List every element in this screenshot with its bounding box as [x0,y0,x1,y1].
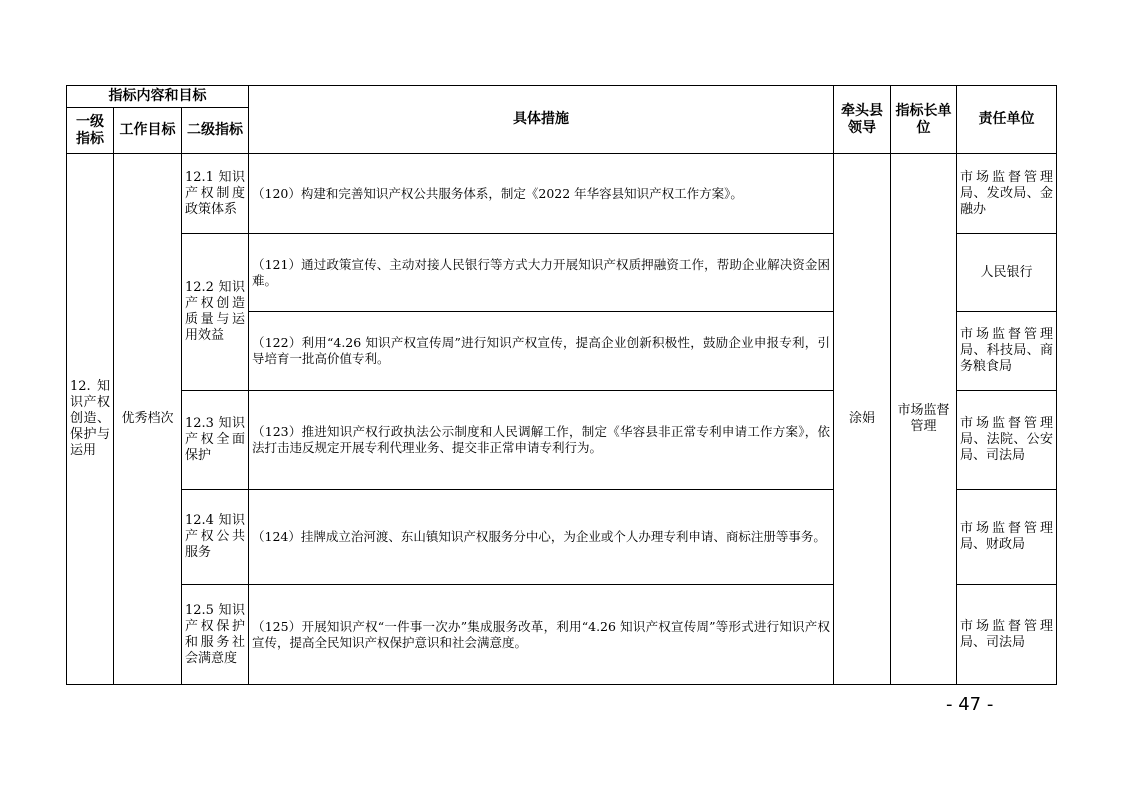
measure-text: （125）开展知识产权“一件事一次办”集成服务改革，利用“4.26 知识产权宣传周”等形式进行知识产权宣传，提高全民知识产权保护意识和社会满意度。 [249,585,834,685]
responsible-unit: 市场监督管理局、司法局 [957,585,1057,685]
header-level2: 二级指标 [182,108,249,154]
level1-indicator: 12.知识产权创造、保护与运用 [67,154,114,685]
indicator-table [66,85,1057,685]
lead-leader: 涂娟 [834,154,891,685]
responsible-unit: 市场监督管理局、财政局 [957,490,1057,585]
header-leader: 牵头县领导 [834,86,891,154]
level2-indicator: 12.2 知识产权创造质量与运用效益 [182,234,249,391]
level2-indicator: 12.1 知识产权制度政策体系 [182,154,249,234]
measure-text: （120）构建和完善知识产权公共服务体系，制定《2022 年华容县知识产权工作方案》。 [249,154,834,234]
responsible-unit: 市场监督管理局、法院、公安局、司法局 [957,391,1057,490]
measure-text: （121）通过政策宣传、主动对接人民银行等方式大力开展知识产权质押融资工作，帮助企业解决资金困难。 [249,234,834,312]
level2-indicator: 12.4 知识产权公共服务 [182,490,249,585]
header-chief-unit: 指标长单位 [891,86,957,154]
page-number: - 47 - [946,694,994,715]
measure-text: （124）挂牌成立治河渡、东山镇知识产权服务分中心，为企业或个人办理专利申请、商标注册等事务。 [249,490,834,585]
measure-text: （122）利用“4.26 知识产权宣传周”进行知识产权宣传，提高企业创新积极性，鼓励企业申报专利，引导培育一批高价值专利。 [249,312,834,391]
measure-text: （123）推进知识产权行政执法公示制度和人民调解工作，制定《华容县非正常专利申请工作方案》，依法打击违反规定开展专利代理业务、提交非正常申请专利行为。 [249,391,834,490]
responsible-unit: 人民银行 [957,234,1057,312]
header-group-title: 指标内容和目标 [67,86,249,108]
responsible-unit: 市场监督管理局、科技局、商务粮食局 [957,312,1057,391]
header-measures: 具体措施 [249,86,834,154]
chief-unit: 市场监督管理 [891,154,957,685]
header-responsible-unit: 责任单位 [957,86,1057,154]
responsible-unit: 市场监督管理局、发改局、金融办 [957,154,1057,234]
level2-indicator: 12.3 知识产权全面保护 [182,391,249,490]
header-goal: 工作目标 [114,108,182,154]
header-level1: 一级指标 [67,108,114,154]
work-goal: 优秀档次 [114,154,182,685]
level2-indicator: 12.5 知识产权保护和服务社会满意度 [182,585,249,685]
